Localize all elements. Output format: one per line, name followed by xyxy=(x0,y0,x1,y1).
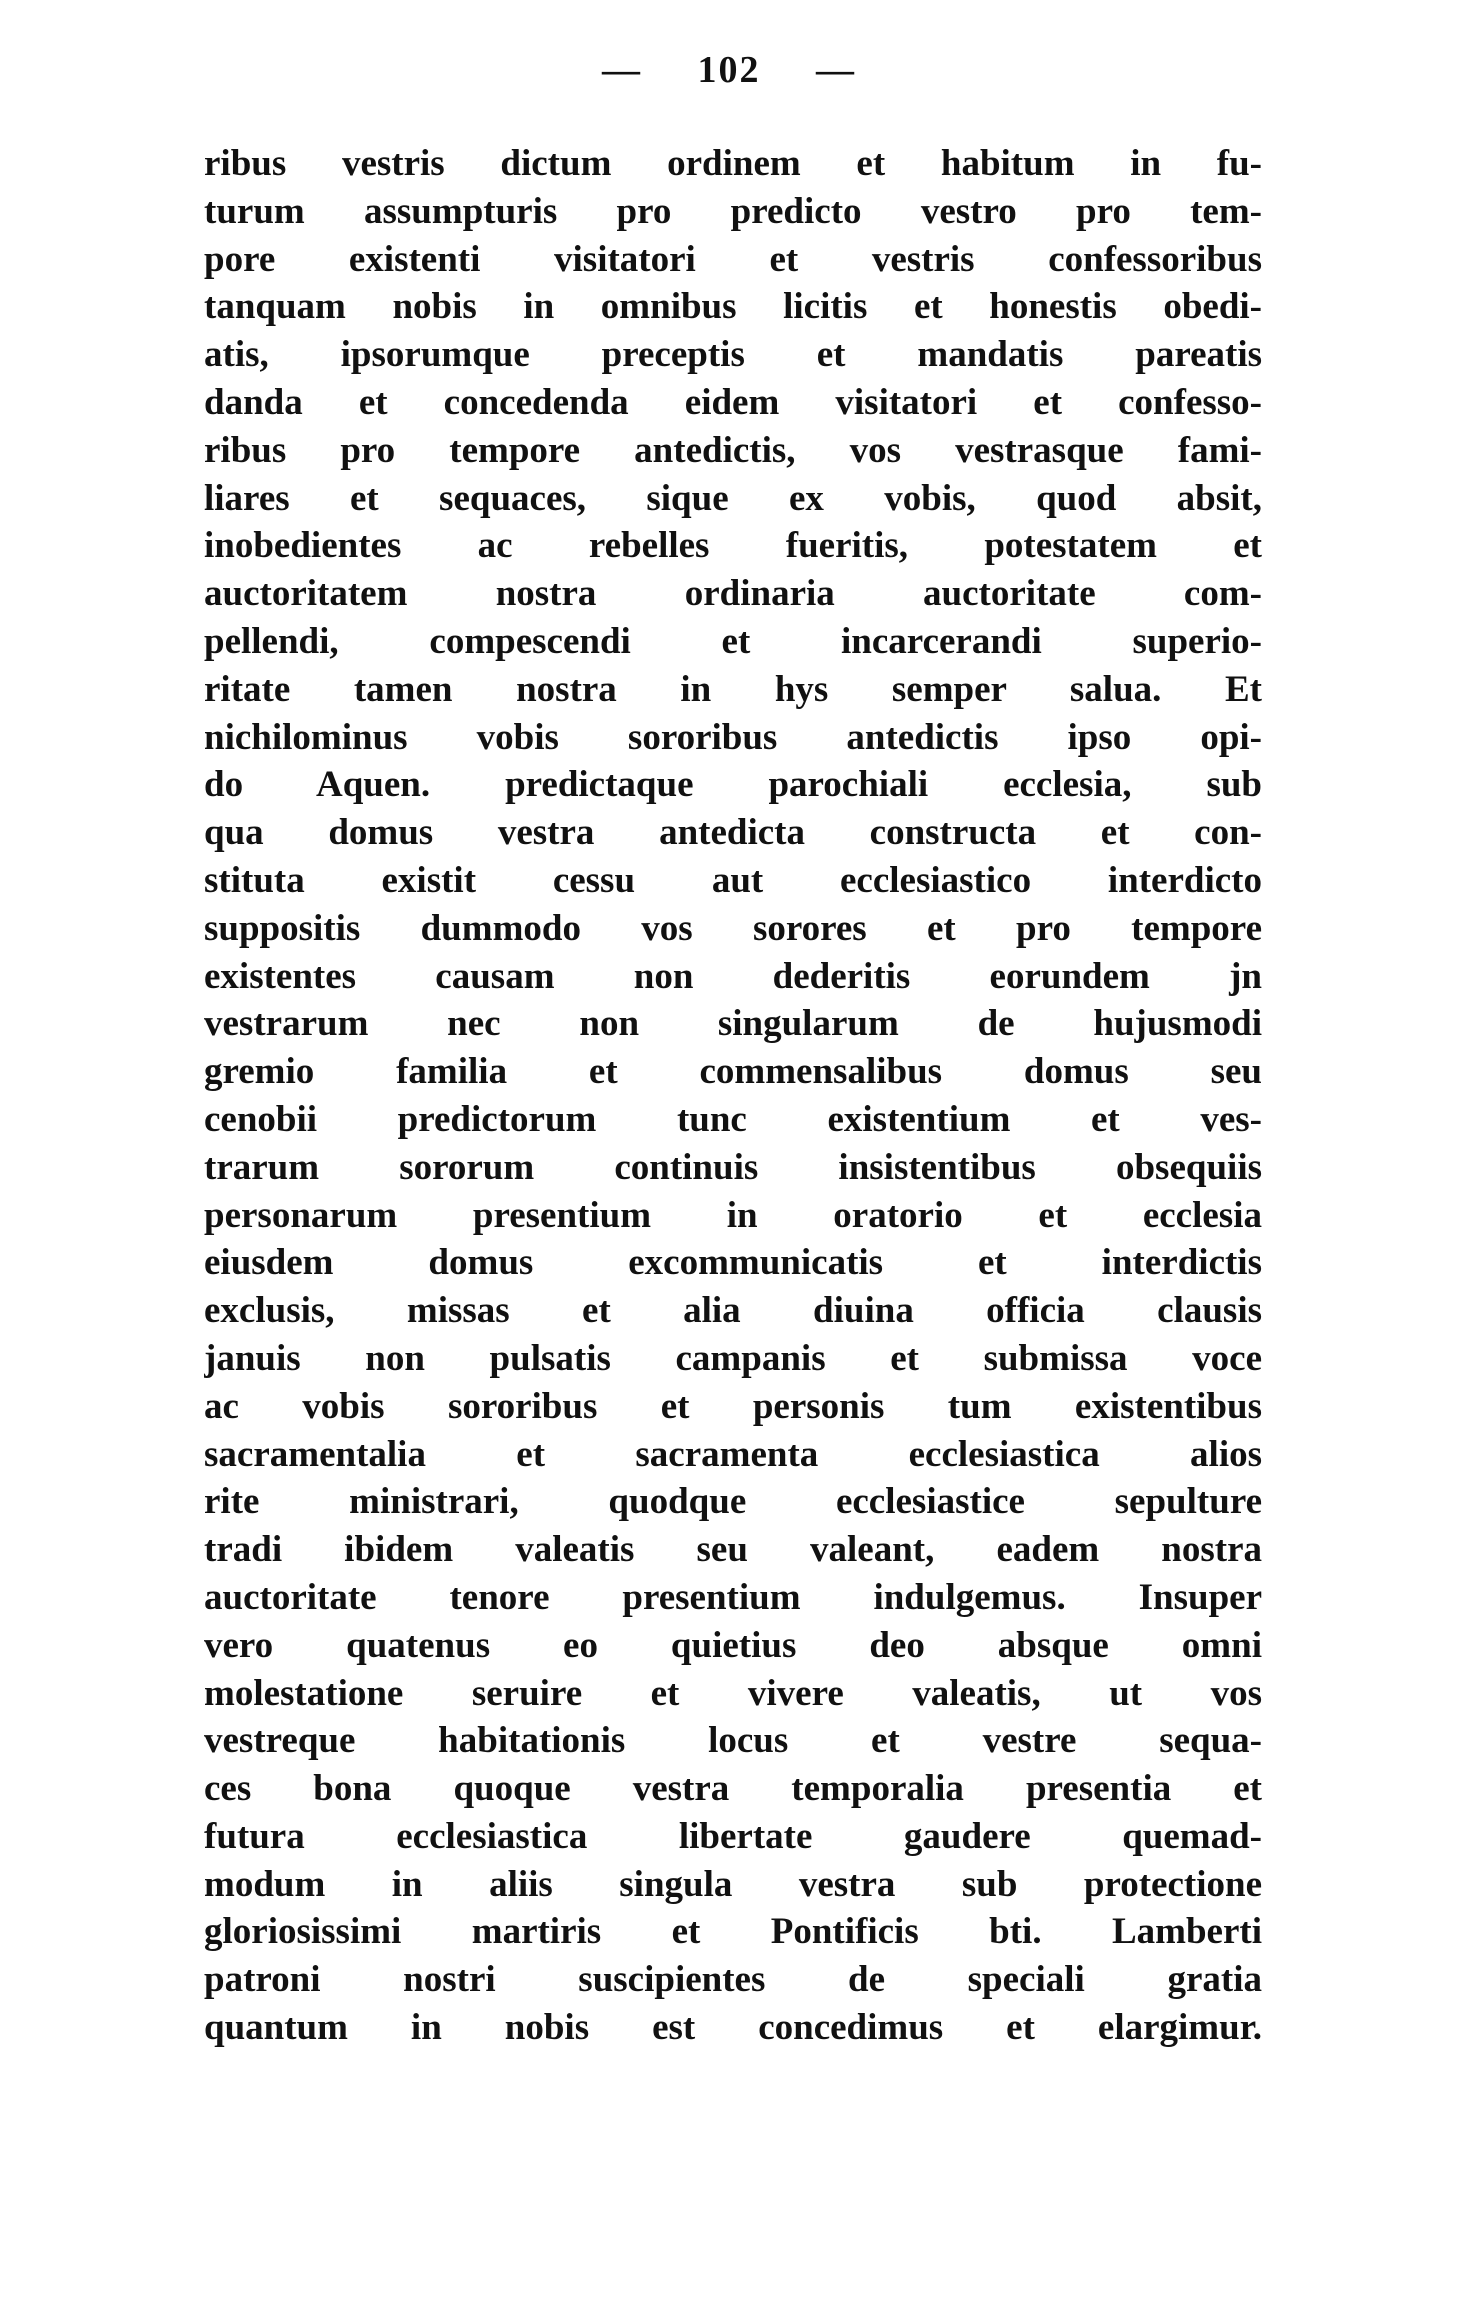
text-line: ribus pro tempore antedictis, vos vestrasque fami- xyxy=(204,429,1262,471)
page-number: 102 xyxy=(697,49,761,91)
text-line: vestreque habitationis locus et vestre sequa- xyxy=(204,1720,1262,1762)
text-line: ces bona quoque vestra temporalia presentia et xyxy=(204,1768,1262,1810)
text-line: auctoritatem nostra ordinaria auctoritate com- xyxy=(204,573,1262,615)
text-line: patroni nostri suscipientes de speciali gratia xyxy=(204,1959,1262,2001)
page-header xyxy=(0,48,1458,92)
text-line: futura ecclesiastica libertate gaudere quemad- xyxy=(204,1815,1262,1857)
text-line: tanquam nobis in omnibus licitis et honestis obedi- xyxy=(204,286,1262,328)
text-line: pellendi, compescendi et incarcerandi superio- xyxy=(204,620,1262,662)
header-dash-right: — xyxy=(816,49,856,91)
text-line: turum assumpturis pro predicto vestro pro tem- xyxy=(204,190,1262,232)
text-line: trarum sororum continuis insistentibus obsequiis xyxy=(204,1146,1262,1188)
text-line: do Aquen. predictaque parochiali ecclesia, sub xyxy=(204,764,1262,806)
text-line: danda et concedenda eidem visitatori et confesso- xyxy=(204,381,1262,423)
body-text xyxy=(204,140,1262,2052)
text-line: eiusdem domus excommunicatis et interdictis xyxy=(204,1242,1262,1284)
text-line: ac vobis sororibus et personis tum existentibus xyxy=(204,1385,1262,1427)
text-line: gloriosissimi martiris et Pontificis bti. Lamberti xyxy=(204,1911,1262,1953)
text-line: nichilominus vobis sororibus antedictis ipso opi- xyxy=(204,716,1262,758)
text-line: quantum in nobis est concedimus et elargimur. xyxy=(204,2007,1262,2049)
text-line: inobedientes ac rebelles fueritis, potestatem et xyxy=(204,525,1262,567)
header-dash-left: — xyxy=(602,49,642,91)
text-line: atis, ipsorumque preceptis et mandatis pareatis xyxy=(204,334,1262,376)
text-line: rite ministrari, quodque ecclesiastice sepulture xyxy=(204,1481,1262,1523)
text-line: cenobii predictorum tunc existentium et ves- xyxy=(204,1098,1262,1140)
text-line: liares et sequaces, sique ex vobis, quod absit, xyxy=(204,477,1262,519)
text-line: vestrarum nec non singularum de hujusmodi xyxy=(204,1003,1262,1045)
text-line: molestatione seruire et vivere valeatis, ut vos xyxy=(204,1672,1262,1714)
text-line: pore existenti visitatori et vestris confessoribus xyxy=(204,238,1262,280)
text-line: exclusis, missas et alia diuina officia clausis xyxy=(204,1290,1262,1332)
text-line: modum in aliis singula vestra sub protectione xyxy=(204,1863,1262,1905)
text-line: personarum presentium in oratorio et ecclesia xyxy=(204,1194,1262,1236)
text-line: januis non pulsatis campanis et submissa voce xyxy=(204,1337,1262,1379)
text-line: auctoritate tenore presentium indulgemus. Insuper xyxy=(204,1576,1262,1618)
text-line: ritate tamen nostra in hys semper salua. Et xyxy=(204,668,1262,710)
text-line: gremio familia et commensalibus domus seu xyxy=(204,1051,1262,1093)
text-line: tradi ibidem valeatis seu valeant, eadem nostra xyxy=(204,1529,1262,1571)
text-line: suppositis dummodo vos sorores et pro tempore xyxy=(204,907,1262,949)
text-line: ribus vestris dictum ordinem et habitum in fu- xyxy=(204,143,1262,184)
text-line: vero quatenus eo quietius deo absque omni xyxy=(204,1624,1262,1666)
text-line: existentes causam non dederitis eorundem jn xyxy=(204,955,1262,997)
text-line: sacramentalia et sacramenta ecclesiastica alios xyxy=(204,1433,1262,1475)
text-line: stituta existit cessu aut ecclesiastico interdicto xyxy=(204,859,1262,901)
text-line: qua domus vestra antedicta constructa et con- xyxy=(204,812,1262,854)
